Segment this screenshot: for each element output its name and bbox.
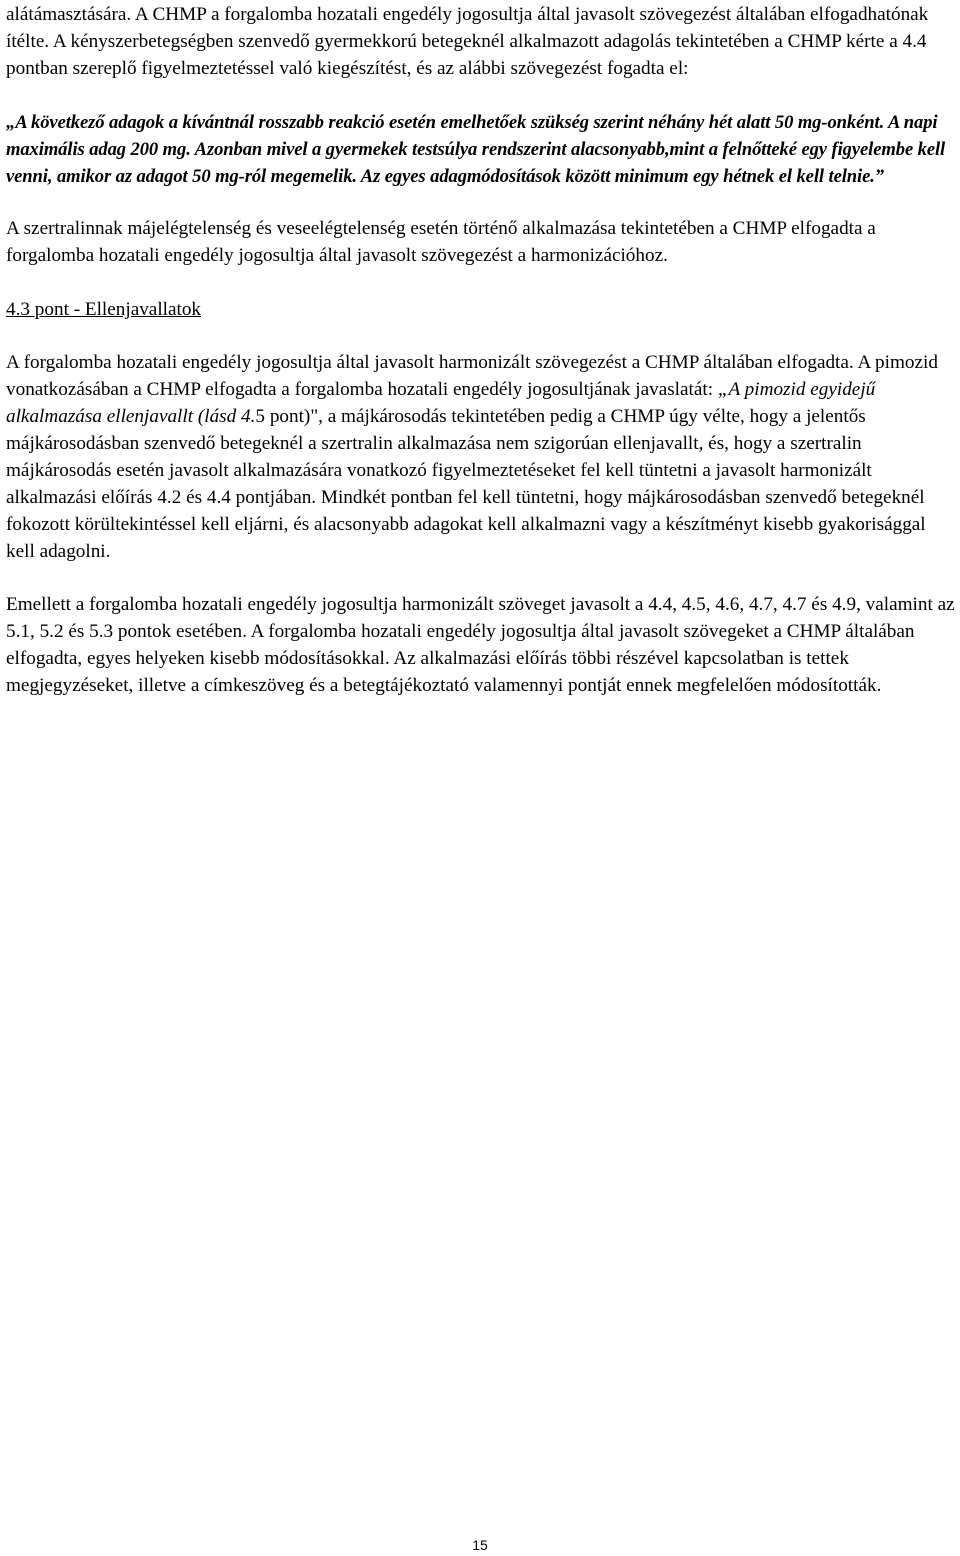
section-heading-contraindications: 4.3 pont - Ellenjavallatok — [6, 299, 202, 320]
paragraph-contraindications-italic-quote: „A pimozid egyidejű alkalmazása ellenjavallt (lásd 4. — [6, 379, 876, 427]
quoted-dosage-text: „A következő adagok a kívántnál rosszabb reakció esetén emelhetőek szükség szerint néhány hét alatt 50 mg-onként. A napi maximális adag 200 mg. Azonban mivel a gyermekek testsúlya rendszerint alacsonyabb,mint a felnőtteké egy figyelembe kell venni, amikor az adagot 50 mg-ról megemelik. Az egyes adagmódosítások között minimum egy hétnek el kell telnie.” — [6, 112, 946, 187]
paragraph-contraindications — [6, 349, 956, 565]
paragraph-contraindications-text-after: 5 pont)", a májkárosodás tekintetében pedig a CHMP úgy vélte, hogy a jelentős májkárosodásban szenvedő betegeknél a szertralin alkalmazása nem szigorúan ellenjavallt, és, hogy a szertralin májkárosodás esetén javasolt alkalmazására vonatkozó figyelmeztetéseket fel kell tüntetni a javasolt harmonizált alkalmazási előírás 4.2 és 4.4 pontjában. Mindkét pontban fel kell tüntetni, hogy májkárosodásban szenvedő betegeknél fokozott körültekintéssel kell eljárni, és alacsonyabb adagokat kell alkalmazni vagy a készítményt kisebb gyakorisággal kell adagolni. — [6, 406, 926, 562]
paragraph-contraindications-text-before: A forgalomba hozatali engedély jogosultja által javasolt harmonizált szövegezést a CHMP általában elfogadta. A pimozid vonatkozásában a CHMP elfogadta a forgalomba hozatali engedély jogosultjának javaslatát: — [6, 352, 938, 400]
paragraph-dosage-intro: alátámasztására. A CHMP a forgalomba hozatali engedély jogosultja által javasolt szövegezést általában elfogadhatónak ítélte. A kényszerbetegségben szenvedő gyermekkorú betegeknél alkalmazott adagolás tekintetében a CHMP kérte a 4.4 pontban szereplő figyelmeztetéssel való kiegészítést, és az alábbi szövegezést fogadta el: — [6, 4, 929, 79]
paragraph-other-sections: Emellett a forgalomba hozatali engedély jogosultja harmonizált szöveget javasolt a 4.4, 4.5, 4.6, 4.7, 4.7 és 4.9, valamint az 5.1, 5.2 és 5.3 pontok esetében. A forgalomba hozatali engedély jogosultja által javasolt szövegeket a CHMP általában elfogadta, egyes helyeken kisebb módosításokkal. Az alkalmazási előírás többi részével kapcsolatban is tettek megjegyzéseket, illetve a címkeszöveg és a betegtájékoztató valamennyi pontját ennek megfelelően módosították. — [6, 594, 955, 696]
paragraph-hepatic-renal: A szertralinnak májelégtelenség és veseelégtelenség esetén történő alkalmazása tekintetében a CHMP elfogadta a forgalomba hozatali engedély jogosultja által javasolt szövegezést a harmonizációhoz. — [6, 218, 876, 266]
document-page — [6, 0, 956, 699]
page-number: 15 — [472, 1537, 488, 1553]
